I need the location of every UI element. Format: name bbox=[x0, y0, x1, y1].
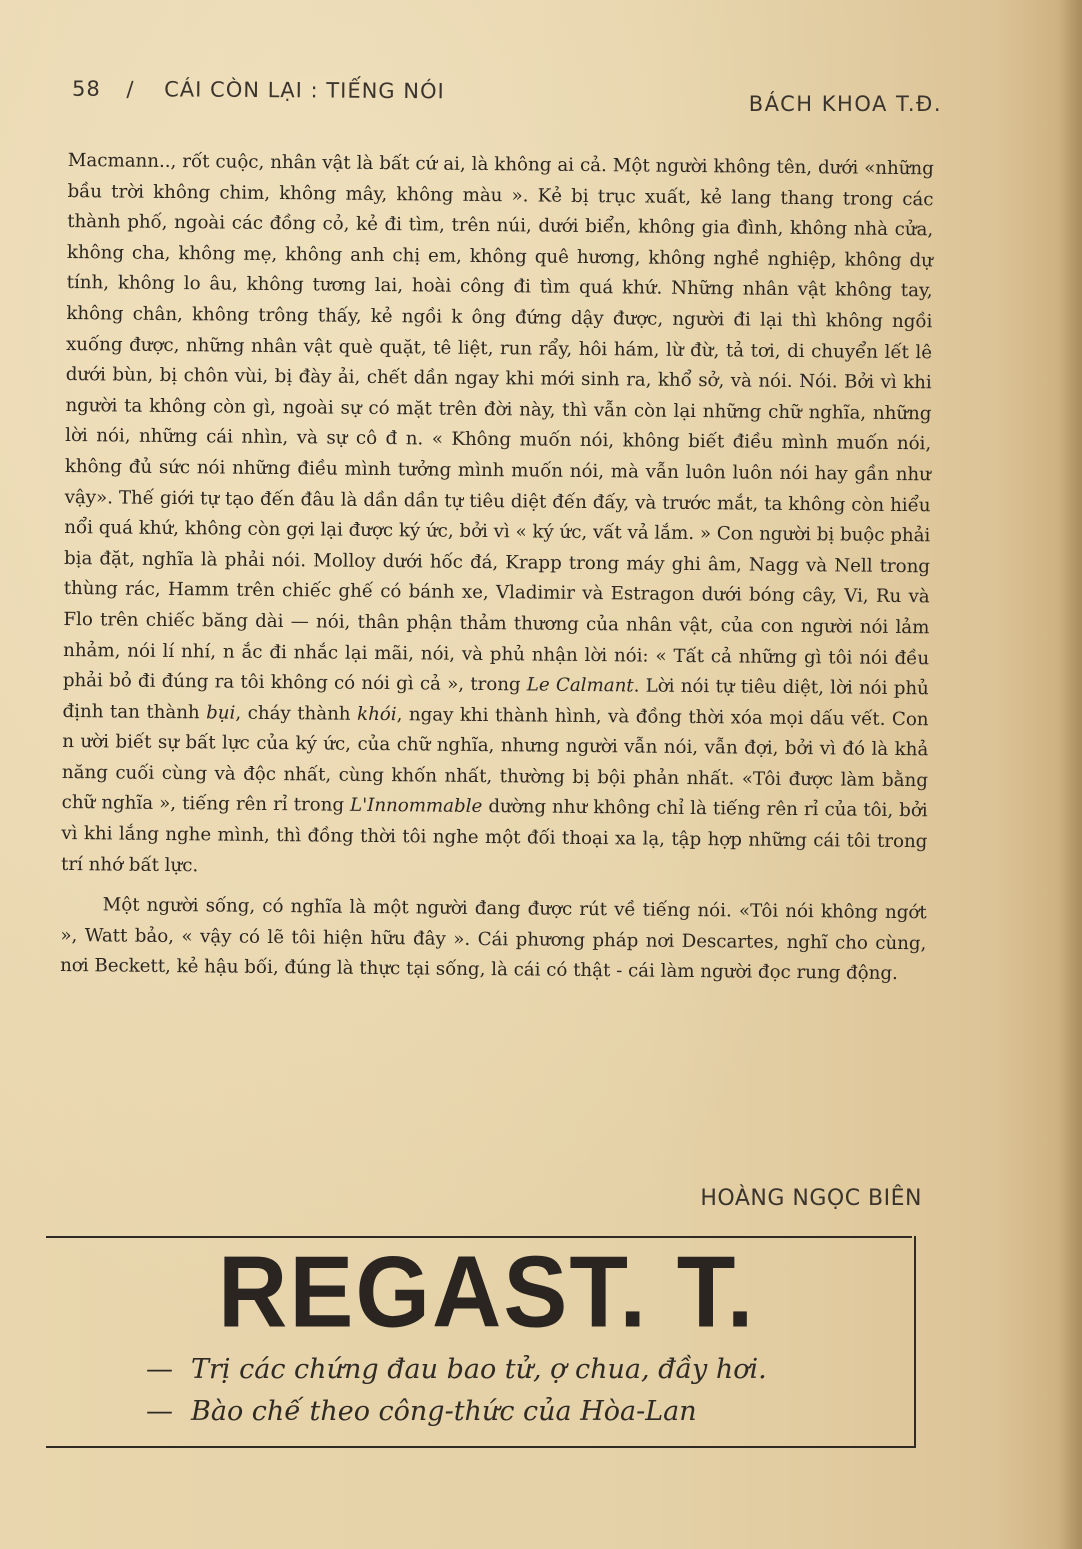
ad-dash-2: — bbox=[146, 1396, 173, 1427]
header-separator: / bbox=[126, 77, 135, 102]
page-number: 58 bbox=[71, 76, 101, 101]
paragraph-1-part-5: dường như không chỉ là tiếng rên rỉ của tôi, bởi vì khi lắng nghe mình, thì đồng thời tôi nghe một đối thoại xa lạ, tập hợp những cái tôi trong trí nhớ bất lực. bbox=[61, 796, 928, 876]
ad-line-2 bbox=[146, 1396, 697, 1427]
word-bui: bụi bbox=[206, 702, 236, 724]
ad-dash-1: — bbox=[146, 1354, 173, 1385]
paragraph-1-part-4: , ngay khi thành hình, và đồng thời xóa mọi dấu vết. Con n ười biết sự bất lực của ký ức, của chữ nghĩa, nhưng người vẫn nói, vẫn đợi, bởi vì đó là khả năng cuối cùng và độc nhất, cùng khốn nhất, thường bị bội phản nhất. «Tôi được làm bằng chữ nghĩa », tiếng rên rỉ trong bbox=[61, 703, 929, 817]
ad-line-1-text: Trị các chứng đau bao tử, ợ chua, đầy hơi. bbox=[191, 1354, 767, 1385]
ad-brand-name: REGAST. T. bbox=[218, 1236, 756, 1349]
paragraph-1-part-2: . Lời nói tự tiêu diệt, lời nói phủ định tan thành bbox=[62, 675, 929, 724]
ad-line-2-text: Bào chế theo công-thức của Hòa-Lan bbox=[191, 1396, 697, 1427]
article-body bbox=[60, 146, 934, 990]
article-paragraph-1 bbox=[61, 146, 934, 889]
advertisement-box bbox=[46, 1236, 916, 1448]
title-linnommable: L'Innommable bbox=[350, 795, 483, 818]
ad-bottom-rule bbox=[46, 1446, 916, 1448]
page-edge-shadow bbox=[1058, 0, 1082, 1549]
paragraph-1-part-1: Macmann.., rốt cuộc, nhân vật là bất cứ ai, là không ai cả. Một người không tên, dưới «những bầu trời không chim, không mây, không màu ». Kẻ bị trục xuất, kẻ lang thang trong các thành phố, ngoài các đồng cỏ, kẻ đi tìm, trên núi, dưới biển, không gia đình, không nhà cửa, không cha, không mẹ, không anh chị em, không quê hương, không nghề nghiệp, không dự tính, không lo âu, không tương lai, hoài công đi tìm quá khứ. Những nhân vật không tay, không chân, không trông thấy, kẻ ngồi k ông đứng dậy được, người đi lại thì không ngồi xuống được, những nhân vật què quặt, tê liệt, run rẩy, hôi hám, lừ đừ, tả tơi, di chuyển lết lê dưới bùn, bị chôn vùi, bị đày ải, chết dần ngay khi mới sinh ra, khổ sở, và nói. Nói. Bởi vì khi người ta không còn gì, ngoài sự có mặt trên đời này, thì vẫn còn lại những chữ nghĩa, những lời nói, những cái nhìn, và sự cô đ n. « Không muốn nói, không biết điều mình muốn nói, không đủ sức nói những điều mình tưởng mình muốn nói, mà vẫn luôn luôn nói hay gần như vậy». Thế giới tự tạo đến đâu là dần dần tự tiêu diệt đến đấy, và trước mắt, ta không còn hiểu nổi quá khứ, không còn gợi lại được ký ức, bởi vì « ký ức, vất vả lắm. » Con người bị buộc phải bịa đặt, nghĩa là phải nói. Molloy dưới hốc đá, Krapp trong máy ghi âm, Nagg và Nell trong thùng rác, Hamm trên chiếc ghế có bánh xe, Vladimir và Estragon dưới bóng cây, Vi, Ru và Flo trên chiếc băng dài — nói, thân phận thảm thương của nhân vật, của con người nói lảm nhảm, nói lí nhí, n ắc đi nhắc lại mãi, nói, và phủ nhận lời nói: « Tất cả những gì tôi nói đều phải bỏ đi đúng ra tôi không có nói gì cả », trong bbox=[62, 149, 934, 696]
article-paragraph-2: Một người sống, có nghĩa là một người đang được rút về tiếng nói. «Tôi nói không ngớt », Watt bảo, « vậy có lẽ tôi hiện hữu đây ». Cái phương pháp nơi Descartes, nghĩ cho cùng, nơi Beckett, kẻ hậu bối, đúng là thực tại sống, là cái có thật - cái làm người đọc rung động. bbox=[60, 894, 927, 985]
paragraph-1-part-3: , cháy thành bbox=[235, 702, 358, 725]
word-khoi: khói bbox=[357, 703, 397, 725]
section-title: CÁI CÒN LẠI : TIẾNG NÓI bbox=[164, 77, 445, 104]
ad-line-1 bbox=[146, 1354, 767, 1385]
publication-name: BÁCH KHOA T.Đ. bbox=[748, 92, 942, 116]
title-le-calmant: Le Calmant bbox=[526, 674, 634, 697]
author-signature: HOÀNG NGỌC BIÊN bbox=[700, 1186, 922, 1211]
page-header bbox=[72, 70, 942, 120]
header-left bbox=[72, 77, 445, 104]
ad-right-rule bbox=[914, 1236, 916, 1448]
